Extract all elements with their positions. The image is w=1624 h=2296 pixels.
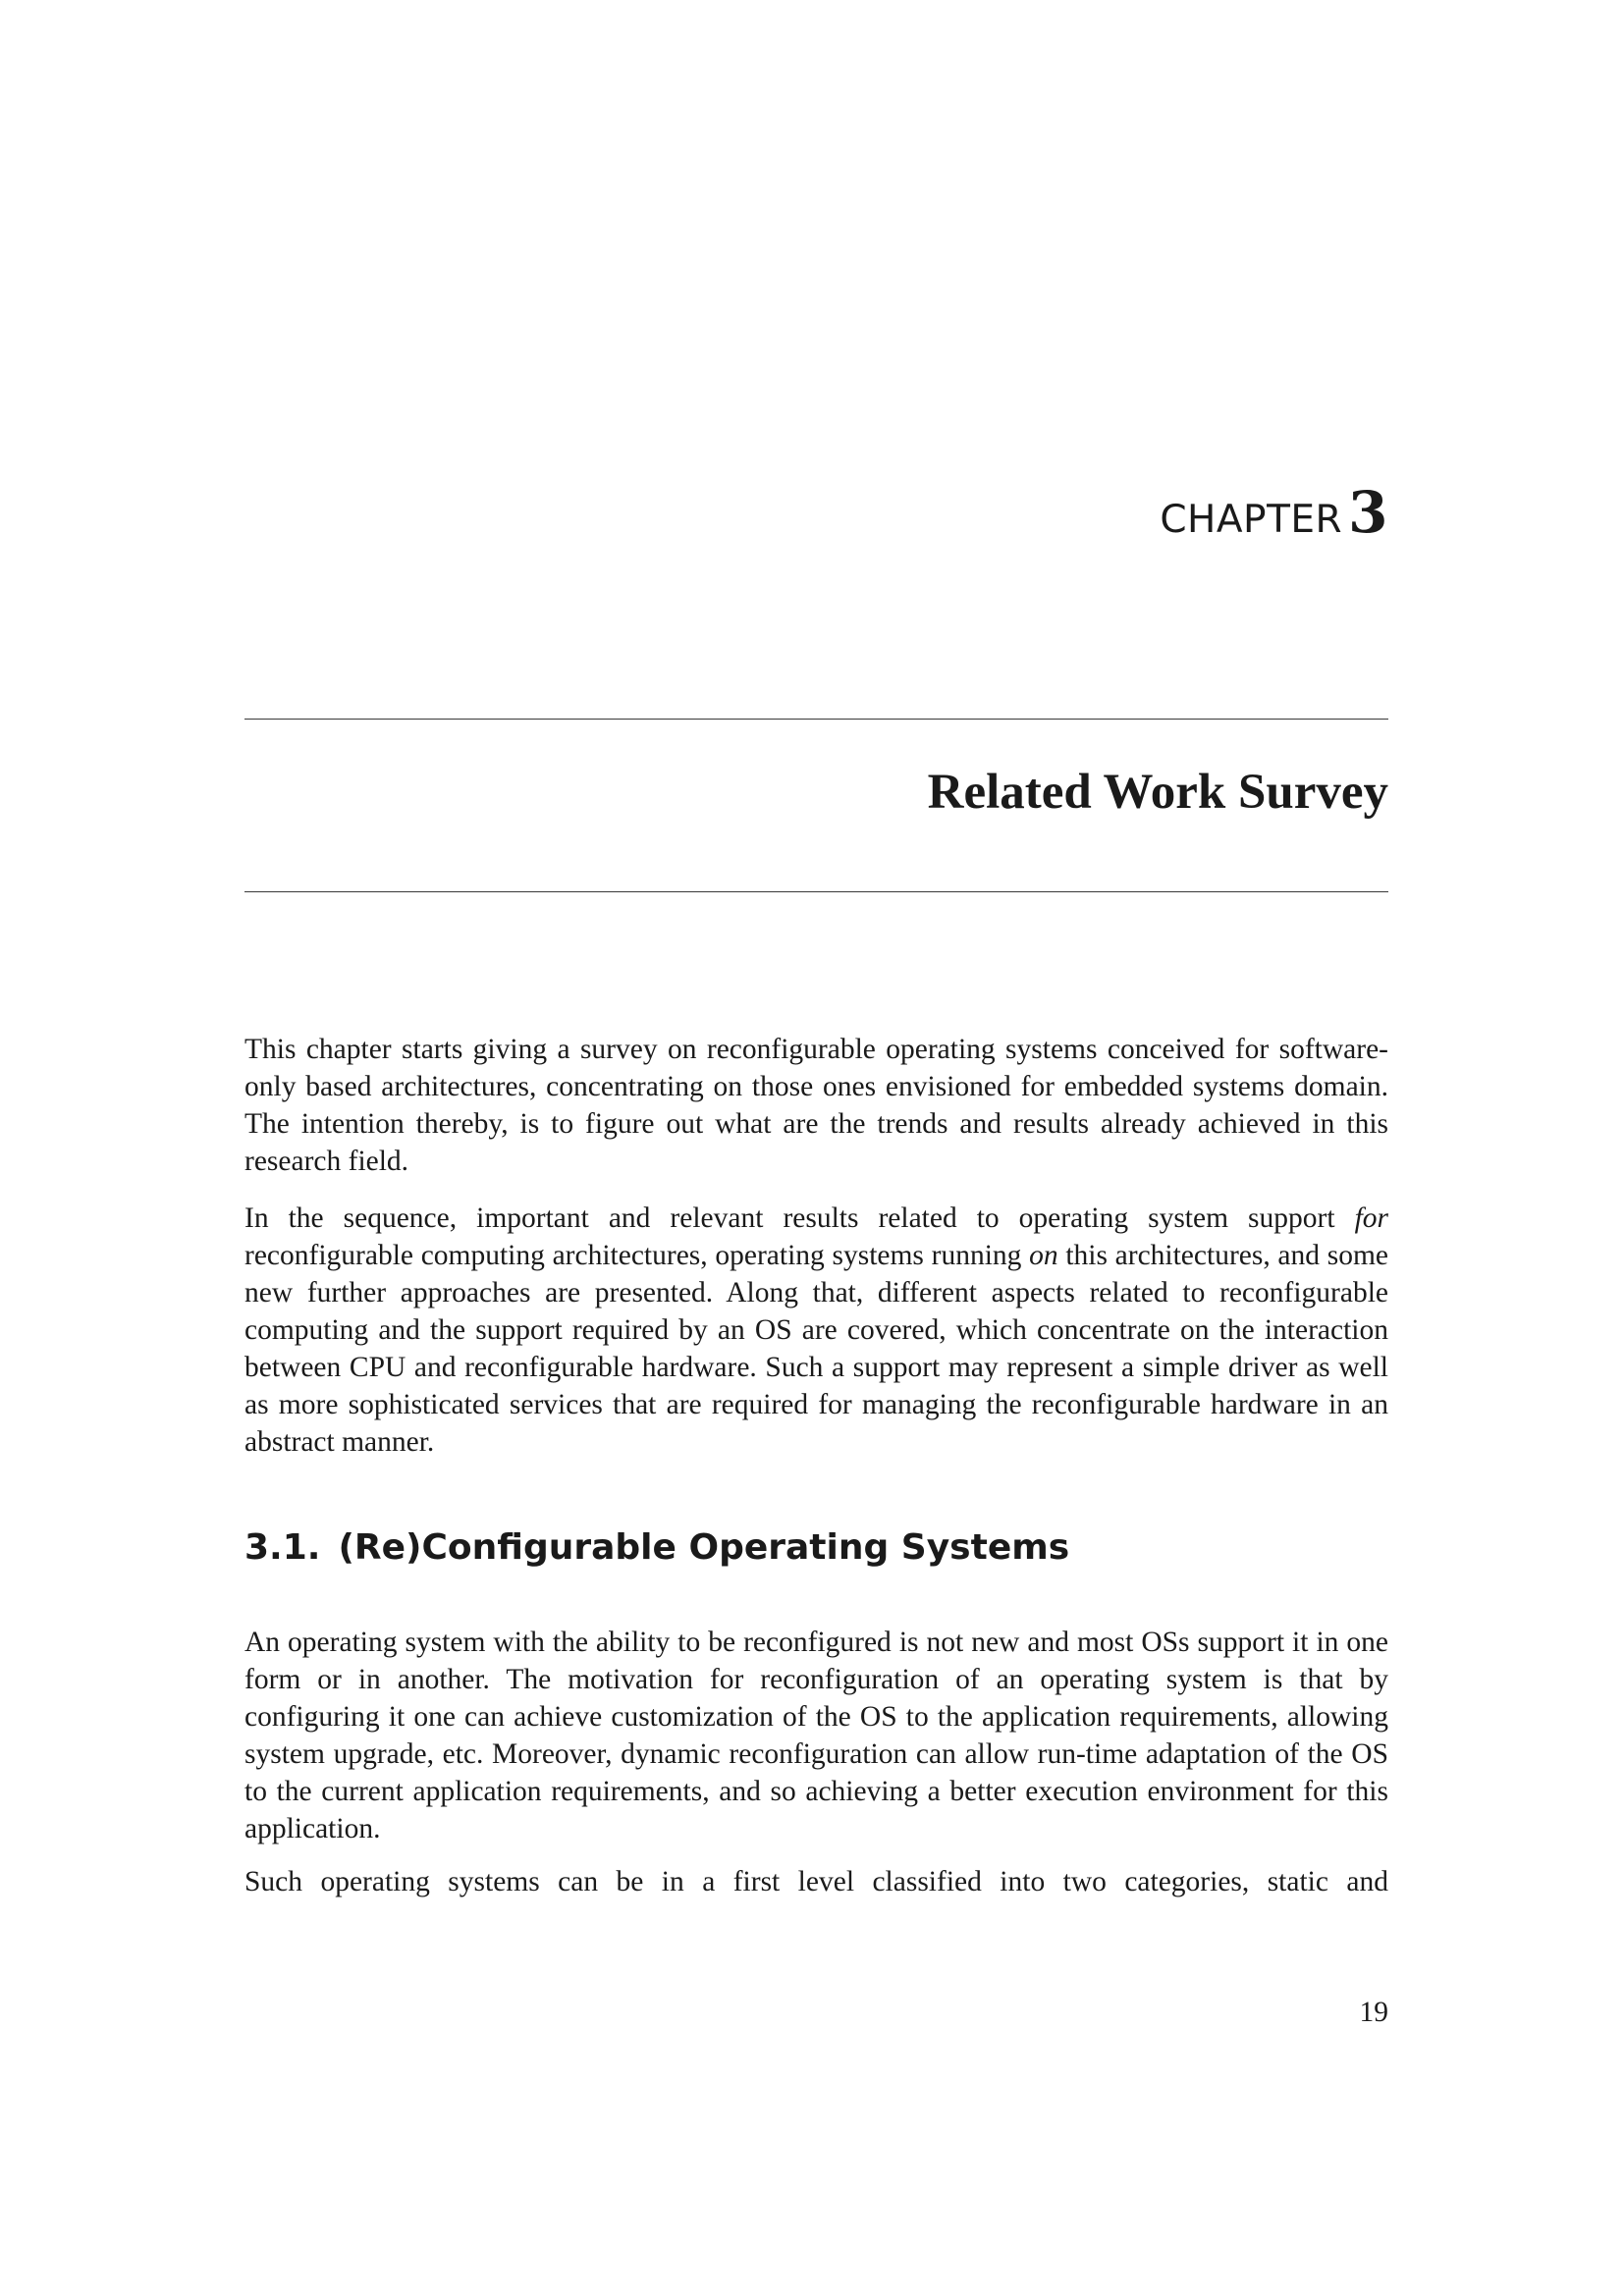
chapter-title-top-rule bbox=[244, 719, 1388, 720]
intro-paragraph-2-part-3: this architectures, and some new further approaches are presented. Along that, different aspects related to reconfigurable computing and the support required by an OS are covered, which concentrate on the interaction between CPU and reconfigurable hardware. Such a support may represent a simple driver as well as more sophisticated services that are required for managing the reconfigurable hardware in an abstract manner. bbox=[244, 1240, 1389, 1458]
intro-paragraph-2-part-2: reconfigurable computing architectures, operating systems running bbox=[244, 1240, 1030, 1271]
emphasis-on: on bbox=[1029, 1240, 1058, 1271]
chapter-label bbox=[1160, 479, 1388, 546]
intro-paragraph-2 bbox=[244, 1200, 1388, 1461]
chapter-title-bottom-rule bbox=[244, 891, 1388, 892]
section-number: 3.1. bbox=[244, 1527, 321, 1568]
section-title: (Re)Configurable Operating Systems bbox=[338, 1527, 1070, 1568]
chapter-title: Related Work Survey bbox=[927, 765, 1388, 820]
emphasis-for: for bbox=[1354, 1202, 1388, 1234]
intro-paragraph-1: This chapter starts giving a survey on reconfigurable operating systems conceived for software-only based architectures, concentrating on those ones envisioned for embedded systems domain. The intention thereby, is to figure out what are the trends and results already achieved in this research field. bbox=[244, 1034, 1388, 1177]
section-paragraph-2: Such operating systems can be in a first level classified into two categories, static and bbox=[244, 1866, 1388, 1897]
page-number: 19 bbox=[1359, 1997, 1388, 2028]
chapter-number: 3 bbox=[1348, 479, 1388, 546]
chapter-label-text: CHAPTER bbox=[1160, 498, 1343, 542]
section-heading bbox=[244, 1527, 1069, 1568]
section-paragraph-1: An operating system with the ability to be reconfigured is not new and most OSs support it in one form or in another. The motivation for reconfiguration of an operating system is that by configuring it one can achieve customization of the OS to the application requirements, allowing system upgrade, etc. Moreover, dynamic reconfiguration can allow run-time adaptation of the OS to the current application requirements, and so achieving a better execution environment for this application. bbox=[244, 1627, 1388, 1844]
intro-paragraph-2-part-1: In the sequence, important and relevant results related to operating system support bbox=[244, 1202, 1355, 1234]
document-page bbox=[244, 0, 1388, 2296]
